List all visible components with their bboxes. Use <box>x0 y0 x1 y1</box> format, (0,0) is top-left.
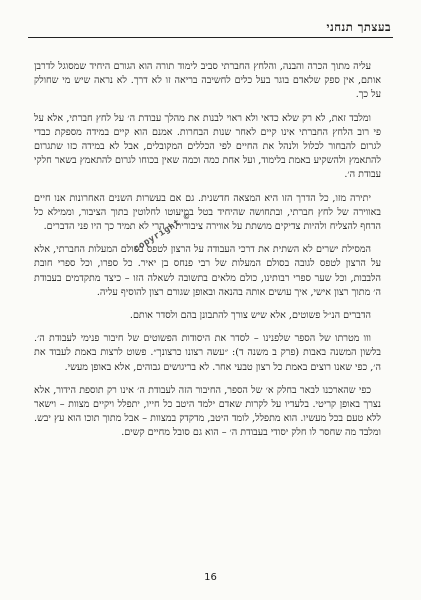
paragraph-3: יתירה מזו, כל הדרך הזו היא המצאה חדשנית. גם אם בעשרות השנים האחרונות אנו חיים באווירה של לחץ חברתי, ובתחושה שהיחיד בטל במיעוטו לחלוטין בתוך הציבור, וממילא כל הדחף להצליח ולהיות צדיקים מושתת על אווירה ציבורית – הרי לא תמיד כך היו פני הדברים. <box>34 192 381 233</box>
paragraph-6: ווו מטרתו של הספר שלפנינו – לסדר את היסודות הפשוטים של חיבור פנימי לעבודת ה׳. בלשון המשנה באבות (פרק ב משנה ד): ״עשה רצונו כרצונך״. פשוט לרצות באמת לעבוד את ה׳, כפי שאנו רוצים באמת כל רצון טבעי אחר. לא בריגושים גבוהים, אלא באופן מעשי. <box>34 333 381 373</box>
header-rule <box>28 37 393 38</box>
running-header <box>28 14 393 40</box>
paragraph-5: הדברים הנ״ל פשוטים, אלא שיש צורך להתבונן בהם ולסדר אותם. <box>129 310 371 322</box>
paragraph-1: עליה מתוך הכרה והבנה, והלחץ החברתי סביב לימוד תורה הוא הגורם היחיד שמסוגל לדרבן אותם, אין ספק שלאדם בוגר בעל כלים לחשיבה בריאה זו לא דרך. לא נראה שיש מי שחולק על כך. <box>34 61 381 101</box>
paragraph-4: המסילת ישרים לא השתית את דרכי העבודה על הרצון לטפס בסולם המעלות החברתי, אלא על הרצון לטפס לגובה בסולם המעלות של רבי פנחס בן יאיר. כל ספרו, וכל ספרי חובת הלבבות, וכל שער ספרי רבותינו, כולם מלאים בתשובה לשאלה הזו – כיצד מתקדמים בעבודת ה׳ מתוך רצון אישי, איך עושים אותה בהנאה ובאופן שגורם רצון להוסיף עליה. <box>34 244 381 298</box>
paragraph-2: ומלבד זאת, לא רק שלא כדאי ולא ראוי לבנות את מהלך עבודת ה׳ על לחץ חברתי, אלא על פי רוב הלחץ החברתי אינו קיים לאחר שנות הבחרות. אמנם הוא קיים במידה מספקת כבדי לגרום להבחור לכלול ולנהל את החיים לפי הכללים המקובלים, אבל לא במידה כזו שתגרום להתאמץ ולהשקיע באמת בלימוד, ועל אחת כמה וכמה שאין בכוחו לגרום להתאמץ בשאר חלקי עבודת ה׳. <box>34 112 381 181</box>
body-text <box>34 60 381 450</box>
page-number: 16 <box>204 572 217 583</box>
copyright-stamp: copyright © <box>132 211 193 255</box>
paragraph-7: כפי שהארכנו לבאר בחלק א׳ של הספר, החיבור הזה לעבודת ה׳ אינו רק תוספת הידור, אלא נצרך באופן קריטי. בלעדיו על לקרות שאדם ילמד היטב כל חייו, יתפלל ויקיים מצוות – וישאר ללא טעם בכל מעשיו. הוא מתפלל, לומד היטב, מדקדק במצוות – אבל מתוך תוכו הוא עץ יבש. ומלבד מה שחסר לו חלק יסודי בעבודת ה׳ – הוא גם סובל מחיים קשים. <box>34 384 381 439</box>
header-title: בעצתך תנחני <box>326 20 391 34</box>
